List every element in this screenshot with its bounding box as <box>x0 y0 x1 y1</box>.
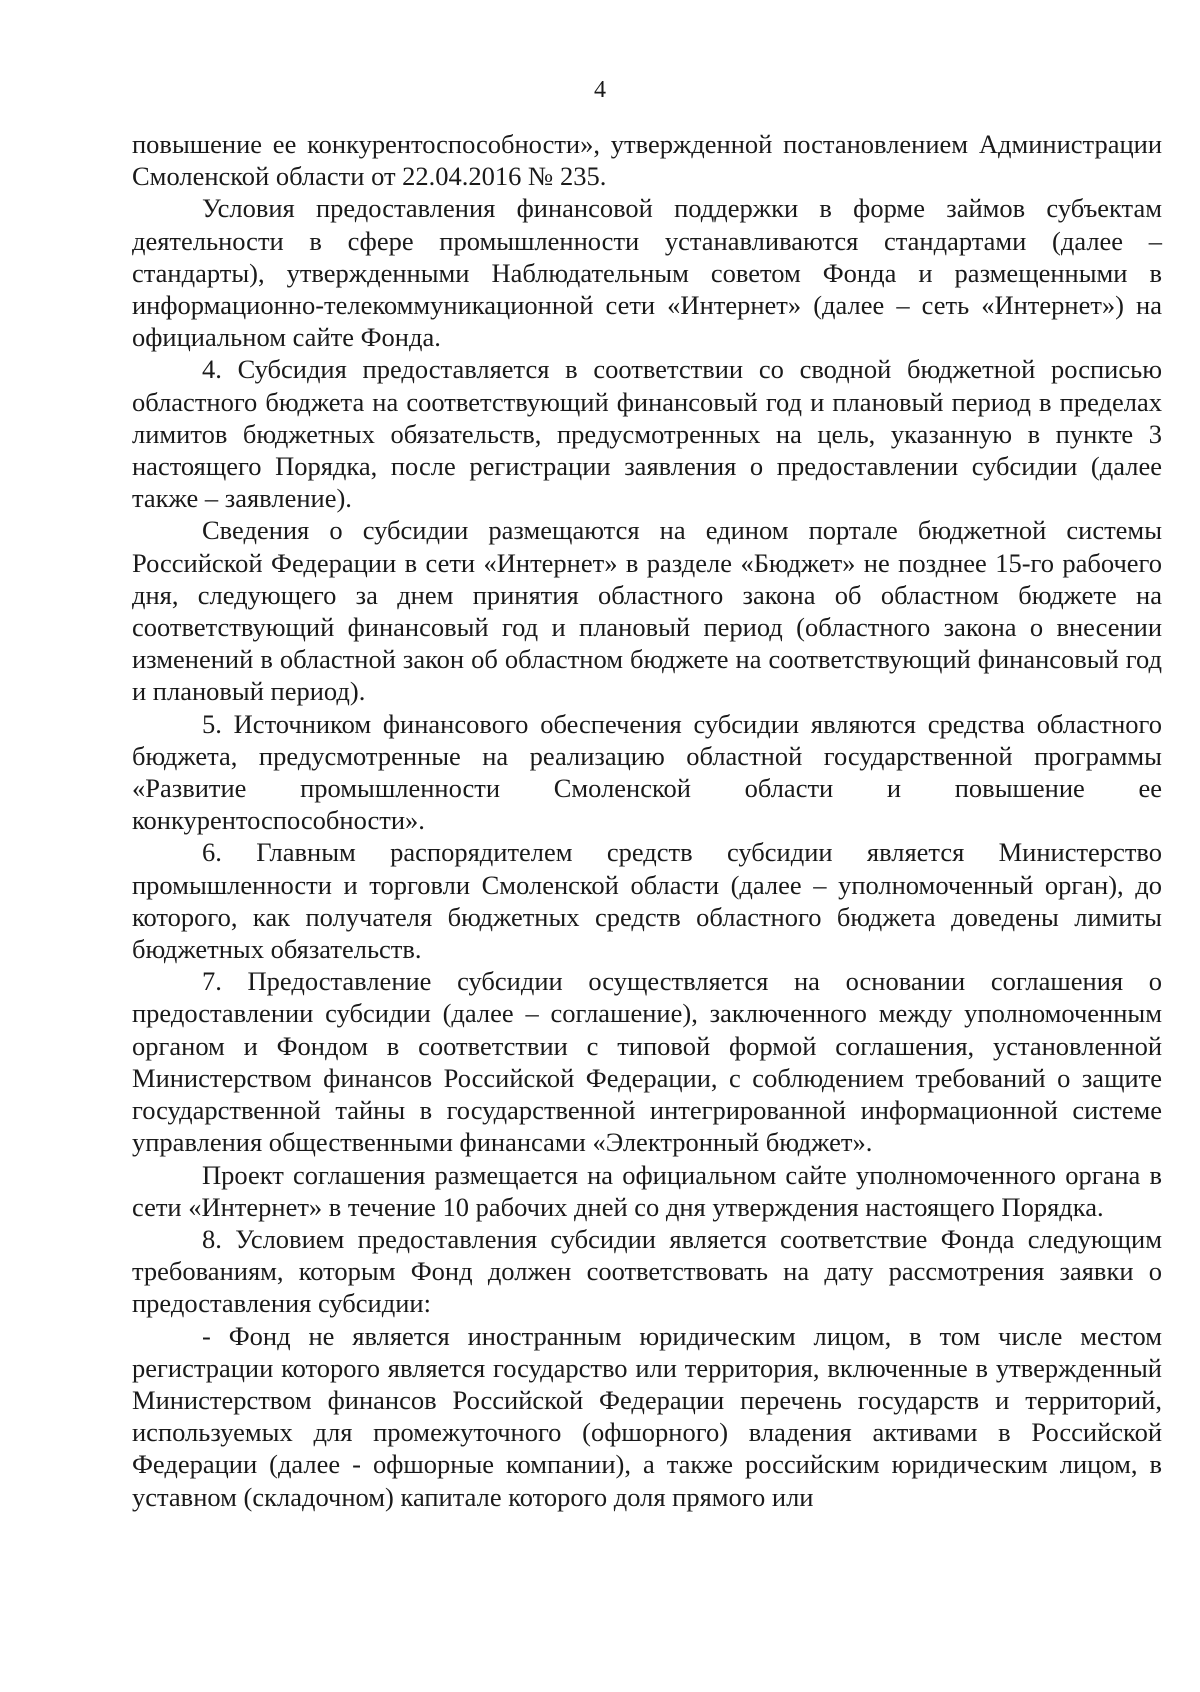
paragraph-item-7: 7. Предоставление субсидии осуществляется на основании соглашения о предоставлении субсидии (далее – соглашение), заключенного между уполномоченным органом и Фондом в соответствии с типовой формой соглашения, установленной Министерством финансов Российской Федерации, с соблюдением требований о защите государственной тайны в государственной интегрированной информационной системе управления общественными финансами «Электронный бюджет». <box>132 966 1162 1158</box>
paragraph-requirement-offshore: - Фонд не является иностранным юридическим лицом, в том числе местом регистрации которого является государство или территория, включенные в утвержденный Министерством финансов Российской Федерации перечень государств и территорий, используемых для промежуточного (офшорного) владения активами в Российской Федерации (далее - офшорные компании), а также российским юридическим лицом, в уставном (складочном) капитале которого доля прямого или <box>132 1320 1162 1512</box>
page-number: 4 <box>594 77 606 103</box>
paragraph-item-5: 5. Источником финансового обеспечения субсидии являются средства областного бюджета, предусмотренные на реализацию областной государственной программы «Развитие промышленности Смоленской области и повышение ее конкурентоспособности». <box>132 708 1162 836</box>
document-body <box>132 128 1162 1513</box>
paragraph-item-4: 4. Субсидия предоставляется в соответствии со сводной бюджетной росписью областного бюджета на соответствующий финансовый год и плановый период в пределах лимитов бюджетных обязательств, предусмотренных на цель, указанную в пункте 3 настоящего Порядка, после регистрации заявления о предоставлении субсидии (далее также – заявление). <box>132 354 1162 514</box>
paragraph-agreement-draft: Проект соглашения размещается на официальном сайте уполномоченного органа в сети «Интернет» в течение 10 рабочих дней со дня утверждения настоящего Порядка. <box>132 1159 1162 1222</box>
paragraph-item-6: 6. Главным распорядителем средств субсидии является Министерство промышленности и торговли Смоленской области (далее – уполномоченный орган), до которого, как получателя бюджетных средств областного бюджета доведены лимиты бюджетных обязательств. <box>132 837 1162 965</box>
paragraph-loan-conditions: Условия предоставления финансовой поддержки в форме займов субъектам деятельности в сфере промышленности устанавливаются стандартами (далее – стандарты), утвержденными Наблюдательным советом Фонда и размещенными в информационно-телекоммуникационной сети «Интернет» (далее – сеть «Интернет») на официальном сайте Фонда. <box>132 193 1162 353</box>
paragraph-item-8: 8. Условием предоставления субсидии является соответствие Фонда следующим требованиям, которым Фонд должен соответствовать на дату рассмотрения заявки о предоставления субсидии: <box>132 1223 1162 1319</box>
paragraph-continuation: повышение ее конкурентоспособности», утвержденной постановлением Администрации Смоленской области от 22.04.2016 № 235. <box>132 129 1162 192</box>
paragraph-subsidy-info: Сведения о субсидии размещаются на едином портале бюджетной системы Российской Федерации в сети «Интернет» в разделе «Бюджет» не позднее 15-го рабочего дня, следующего за днем принятия областного закона об областном бюджете на соответствующий финансовый год и плановый период (областного закона о внесении изменений в областной закон об областном бюджете на соответствующий финансовый год и плановый период). <box>132 515 1162 707</box>
